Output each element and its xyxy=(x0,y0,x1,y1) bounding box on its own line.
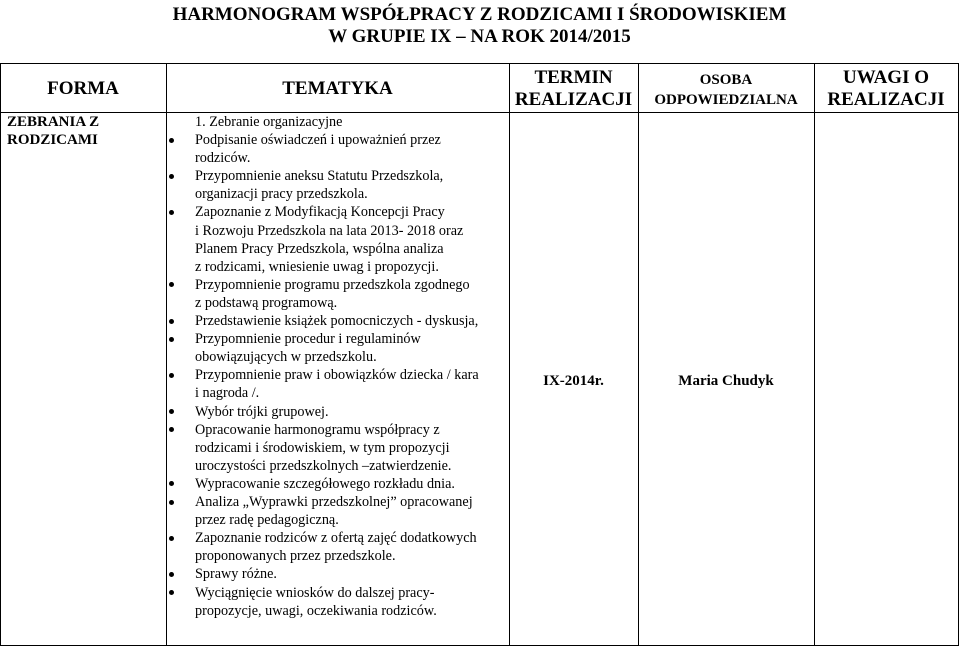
topic-line: Opracowanie harmonogramu współpracy z xyxy=(195,421,440,438)
forma-line-1: ZEBRANIA Z xyxy=(7,114,100,130)
topic-line: rodziców. xyxy=(195,150,251,167)
bullet-icon xyxy=(169,282,174,287)
topic-line: z podstawą programową. xyxy=(195,294,338,311)
termin-value: IX-2014r. xyxy=(543,373,604,389)
topic-line: uroczystości przedszkolnych –zatwierdzenie. xyxy=(195,457,452,474)
document-title-line-2: W GRUPIE IX – NA ROK 2014/2015 xyxy=(328,26,631,47)
bullet-icon xyxy=(169,138,174,143)
document-title-line-1: HARMONOGRAM WSPÓŁPRACY Z RODZICAMI I ŚRODOWISKIEM xyxy=(172,4,787,25)
topic-line: przez radę pedagogiczną. xyxy=(195,512,339,529)
bullet-icon xyxy=(169,536,174,541)
topic-line: Podpisanie oświadczeń i upoważnień przez xyxy=(195,132,441,148)
header-tematyka: TEMATYKA xyxy=(282,78,393,99)
bullet-icon xyxy=(169,337,174,342)
header-osoba-line-2: ODPOWIEDZIALNA xyxy=(654,92,798,108)
osoba-value: Maria Chudyk xyxy=(678,373,774,389)
header-forma: FORMA xyxy=(47,78,119,99)
column-border xyxy=(0,63,1,646)
topic-line: Planem Pracy Przedszkola, wspólna analiza xyxy=(195,240,444,257)
column-border xyxy=(814,63,815,646)
header-bottom-border xyxy=(0,112,959,113)
header-osoba xyxy=(638,70,814,110)
topic-line: propozycje, uwagi, oczekiwania rodziców. xyxy=(195,602,437,619)
topic-line: obowiązujących w przedszkolu. xyxy=(195,349,377,366)
bullet-icon xyxy=(169,210,174,215)
header-uwagi-line-2: REALIZACJI xyxy=(827,89,945,110)
bullet-icon xyxy=(169,409,174,414)
header-termin-line-2: REALIZACJI xyxy=(514,89,633,110)
topic-line: Przedstawienie książek pomocniczych - dyskusja, xyxy=(195,313,479,329)
topic-line: Zapoznanie rodziców z ofertą zajęć dodatkowych xyxy=(195,530,477,547)
header-osoba-line-1: OSOBA xyxy=(699,72,753,88)
bullet-icon xyxy=(169,373,174,378)
topic-line: Wyciągnięcie wniosków do dalszej pracy- xyxy=(195,584,435,601)
bullet-icon xyxy=(169,427,174,432)
topic-heading: 1. Zebranie organizacyjne xyxy=(195,114,343,130)
topic-line: Analiza „Wyprawki przedszkolnej” opracowanej xyxy=(195,494,473,510)
header-uwagi xyxy=(814,67,958,111)
table-top-border xyxy=(0,63,959,64)
table-bottom-border xyxy=(0,645,959,646)
bullet-icon xyxy=(169,481,174,486)
header-uwagi-line-1: UWAGI O xyxy=(842,67,930,88)
forma-cell xyxy=(7,113,99,149)
topic-line: Przypomnienie praw i obowiązków dziecka / kara xyxy=(195,367,479,384)
topic-line: i nagroda /. xyxy=(195,385,260,402)
topic-line: Przypomnienie aneksu Statutu Przedszkola, xyxy=(195,168,444,185)
topic-line: Sprawy różne. xyxy=(195,566,277,583)
header-termin-line-1: TERMIN xyxy=(534,67,613,88)
topic-line: proponowanych przez przedszkole. xyxy=(195,548,396,565)
topic-line: Przypomnienie programu przedszkola zgodnego xyxy=(195,276,470,293)
topic-line: Wypracowanie szczegółowego rozkładu dnia. xyxy=(195,475,455,492)
topic-line: Przypomnienie procedur i regulaminów xyxy=(195,331,421,348)
topic-line: Zapoznanie z Modyfikacją Koncepcji Pracy xyxy=(195,204,445,221)
column-border xyxy=(166,63,167,646)
bullet-icon xyxy=(169,500,174,505)
topic-line: z rodzicami, wniesienie uwag i propozycji. xyxy=(195,258,439,275)
column-border xyxy=(638,63,639,646)
topic-line: i Rozwoju Przedszkola na lata 2013- 2018 oraz xyxy=(195,222,464,239)
topic-line: Wybór trójki grupowej. xyxy=(195,403,329,420)
bullet-icon xyxy=(169,319,174,324)
forma-line-2: RODZICAMI xyxy=(7,132,98,148)
bullet-icon xyxy=(169,174,174,179)
topic-line: organizacji pracy przedszkola. xyxy=(195,186,368,203)
header-termin xyxy=(509,67,638,111)
bullet-icon xyxy=(169,590,174,595)
bullet-icon xyxy=(169,572,174,577)
topic-line: rodzicami i środowiskiem, w tym propozycji xyxy=(195,439,450,456)
column-border xyxy=(509,63,510,646)
